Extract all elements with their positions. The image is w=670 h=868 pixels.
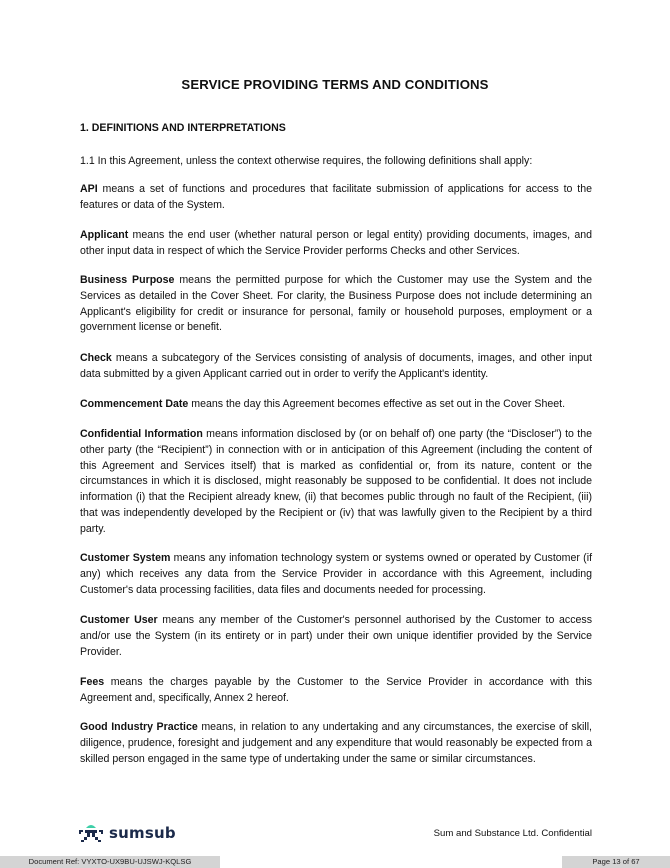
definition-text: means the day this Agreement becomes effective as set out in the Cover Sheet. [188,398,566,410]
confidentiality-notice: Sum and Substance Ltd. Confidential [433,828,592,839]
definition-text: means the charges payable by the Customer to the Service Provider in accordance with this Agreement and, specifically, Annex 2 hereof. [80,676,592,704]
definition-fees [80,675,592,707]
definition-text: means any infomation technology system or systems owned or operated by Customer (if any) which receives any data from the Service Provider in accordance with this Agreement, including Customer's data processing facilities, data files and documents needed for processing. [80,552,593,596]
definition-term: API [80,183,98,195]
definition-text: means a set of functions and procedures that facilitate submission of applications for access to the features or data of the System. [80,183,592,211]
document-reference: Document Ref: VYXTO-UX9BU-UJSWJ-KQLSG [0,856,220,868]
definition-commencement-date [80,397,592,413]
definition-term: Customer System [80,552,171,564]
definition-text: means a subcategory of the Services consisting of analysis of documents, images, and other input data submitted by a given Applicant carried out in order to verify the Applicant's identity. [80,352,592,380]
definition-term: Fees [80,676,105,688]
footer-logo [78,820,176,846]
page-number: Page 13 of 67 [562,856,670,868]
definition-text: means information disclosed by (or on behalf of) one party (the “Discloser”) to the other party (the “Recipient”) in connection with or in anticipation of this Agreement (including the content of this Agreement and Services itself) that is marked as confidential or, from its nature, content or the circumstances in which it is disclosed, might reasonably be supposed to be confidential. It does not include information (i) that the Recipient already knew, (ii) that becomes public through no fault of the Recipient, (iii) that was independently developed by the Recipient or (iv) that was lawfully given to the Recipient by a third party. [80,428,592,535]
definition-customer-system [80,551,592,598]
definition-customer-user [80,613,592,660]
logo-wordmark: sumsub [109,824,176,842]
definition-check [80,351,592,383]
definition-good-industry-practice [80,720,592,767]
definition-confidential-information [80,427,592,538]
sumsub-logo-icon [78,822,104,844]
definition-text: means any member of the Customer's personnel authorised by the Customer to access and/or use the System (in its entirety or in part) under their own unique identifier provided by the Service Provider. [80,614,592,658]
definition-term: Applicant [80,229,129,241]
section-heading: 1. DEFINITIONS AND INTERPRETATIONS [80,122,286,134]
definition-term: Confidential Information [80,428,203,440]
definition-term: Check [80,352,112,364]
intro-clause: 1.1 In this Agreement, unless the context otherwise requires, the following definitions shall apply: [80,155,533,167]
page-title: SERVICE PROVIDING TERMS AND CONDITIONS [181,77,489,92]
definition-api [80,182,592,214]
definition-term: Good Industry Practice [80,721,198,733]
definition-term: Commencement Date [80,398,189,410]
definition-text: means the permitted purpose for which the Customer may use the System and the Services as detailed in the Cover Sheet. For clarity, the Business Purpose does not include determining an Applicant's eligibility for credit or insurance for personal, family or household purposes, employment or a government license or benefit. [80,274,592,334]
definition-business-purpose [80,273,592,336]
definition-text: means the end user (whether natural person or legal entity) providing documents, images, and other input data in respect of which the Service Provider performs Checks and other Services. [80,229,592,257]
definition-term: Business Purpose [80,274,175,286]
definition-term: Customer User [80,614,158,626]
definition-applicant [80,228,592,260]
definition-text: means, in relation to any undertaking and any circumstances, the exercise of skill, diligence, prudence, foresight and judgement and any expenditure that would reasonably be expected from a skilled person engaged in the same type of undertaking under the same or similar circumstances. [80,721,592,765]
